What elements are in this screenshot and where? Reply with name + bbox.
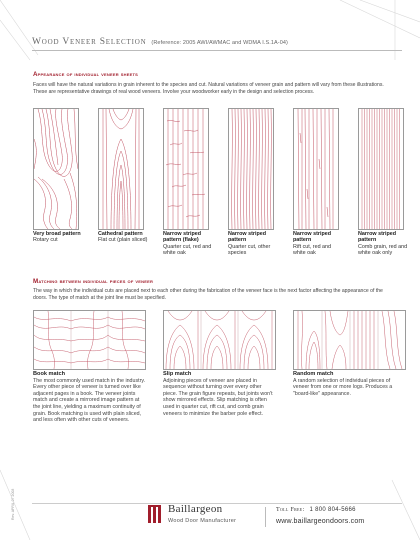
- page-title: [32, 37, 288, 47]
- panel-title: Cathedral pattern: [98, 231, 143, 237]
- section-heading-appearance: Appearance of individual veneer sheets: [33, 71, 138, 78]
- random-match-illustration: [294, 311, 405, 369]
- match-title: Random match: [293, 371, 334, 377]
- toll-free-label: Toll Free:: [276, 507, 305, 513]
- rotary-grain-illustration: [34, 109, 78, 229]
- panel-title: Narrow striped pattern (flake): [163, 231, 202, 244]
- section-text-appearance: Faces will have the natural variations in grain inherent to the species and cut. Natural variations of veneer grain and pattern will vary from these illustrations. These are representative drawings of real wood veneers. Involve your woodworker early in the design and selection process.: [33, 82, 384, 95]
- match-title: Book match: [33, 371, 66, 377]
- header-divider: [32, 50, 402, 51]
- comb-grain-illustration: [359, 109, 403, 229]
- website-link[interactable]: www.baillargeondoors.com: [276, 518, 365, 525]
- panel-title: Very broad pattern: [33, 231, 81, 237]
- company-name: Baillargeon: [168, 503, 223, 515]
- veneer-panel-cathedral: [98, 108, 144, 230]
- panel-label-quarter: [228, 231, 280, 257]
- section-heading-matching: Matching between individual pieces of veneer: [33, 278, 154, 285]
- cathedral-grain-illustration: [99, 109, 143, 229]
- panel-label-comb: [358, 231, 408, 257]
- revision-code: Rev. APRIL 07 2008: [11, 488, 15, 520]
- rift-grain-illustration: [294, 109, 338, 229]
- panel-label-rift: [293, 231, 343, 257]
- match-desc-slip: [163, 371, 276, 417]
- quarter-grain-illustration: [229, 109, 273, 229]
- toll-free-line: [276, 507, 356, 513]
- panel-desc: Quarter cut, other species: [228, 243, 271, 257]
- match-text: A random selection of individual pieces of veneer from one or more logs. Produces a "board-like" appearance.: [293, 377, 393, 397]
- match-panel-slip: [163, 310, 276, 370]
- panel-label-cathedral: [98, 231, 148, 244]
- page-title-text: Wood Veneer Selection: [32, 37, 147, 47]
- veneer-panel-comb: [358, 108, 404, 230]
- match-text: Adjoining pieces of veneer are placed in sequence without turning over every other piece. The grain figure repeats, but joints won't show mirrored effects. Slip matching is often used in quarter cut, rift cut, and comb grain veneers to minimize the barber pole effect.: [163, 377, 273, 417]
- panel-title: Narrow striped pattern: [293, 231, 332, 244]
- match-desc-random: [293, 371, 404, 397]
- panel-title: Narrow striped pattern: [358, 231, 397, 244]
- match-desc-book: [33, 371, 146, 424]
- book-match-illustration: [34, 311, 145, 369]
- veneer-panel-flake: [163, 108, 209, 230]
- panel-title: Narrow striped pattern: [228, 231, 267, 244]
- panel-desc: Quarter cut, red and white oak: [163, 243, 212, 257]
- match-panel-random: [293, 310, 406, 370]
- footer-vertical-divider: [265, 507, 266, 527]
- baillargeon-logo-mark-icon: [148, 505, 164, 525]
- company-tagline: Wood Door Manufacturer: [168, 518, 237, 524]
- panel-desc: Flat cut (plain sliced): [98, 237, 148, 244]
- slip-match-illustration: [164, 311, 275, 369]
- panel-desc: Rotary cut: [33, 237, 58, 244]
- match-text: The most commonly used match in the industry. Every other piece of veneer is turned over like adjacent pages in a book. The veneer joints match and create a mirrored image pattern at the joint line, yielding a maximum continuity of grain. Book matching is used with plain sliced, and less often with other cuts of veneers.: [33, 377, 146, 424]
- flake-grain-illustration: [164, 109, 208, 229]
- match-title: Slip match: [163, 371, 192, 377]
- panel-desc: Comb grain, red and white oak only: [358, 243, 408, 257]
- panel-desc: Rift cut, red and white oak: [293, 243, 332, 257]
- reference-note: (Reference: 2005 AWI/AWMAC and WDMA I.S.1A-04): [151, 40, 288, 46]
- panel-label-rotary: [33, 231, 89, 244]
- section-text-matching: The way in which the individual cuts are placed next to each other during the fabrication of the veneer face is the next factor affecting the appearance of the doors. The type of match at the joint line must be specified.: [33, 288, 383, 301]
- panel-label-flake: [163, 231, 219, 257]
- veneer-panel-rotary: [33, 108, 79, 230]
- veneer-panel-rift: [293, 108, 339, 230]
- match-panel-book: [33, 310, 146, 370]
- phone-number: 1 800 804-5666: [309, 507, 356, 513]
- veneer-panel-quarter: [228, 108, 274, 230]
